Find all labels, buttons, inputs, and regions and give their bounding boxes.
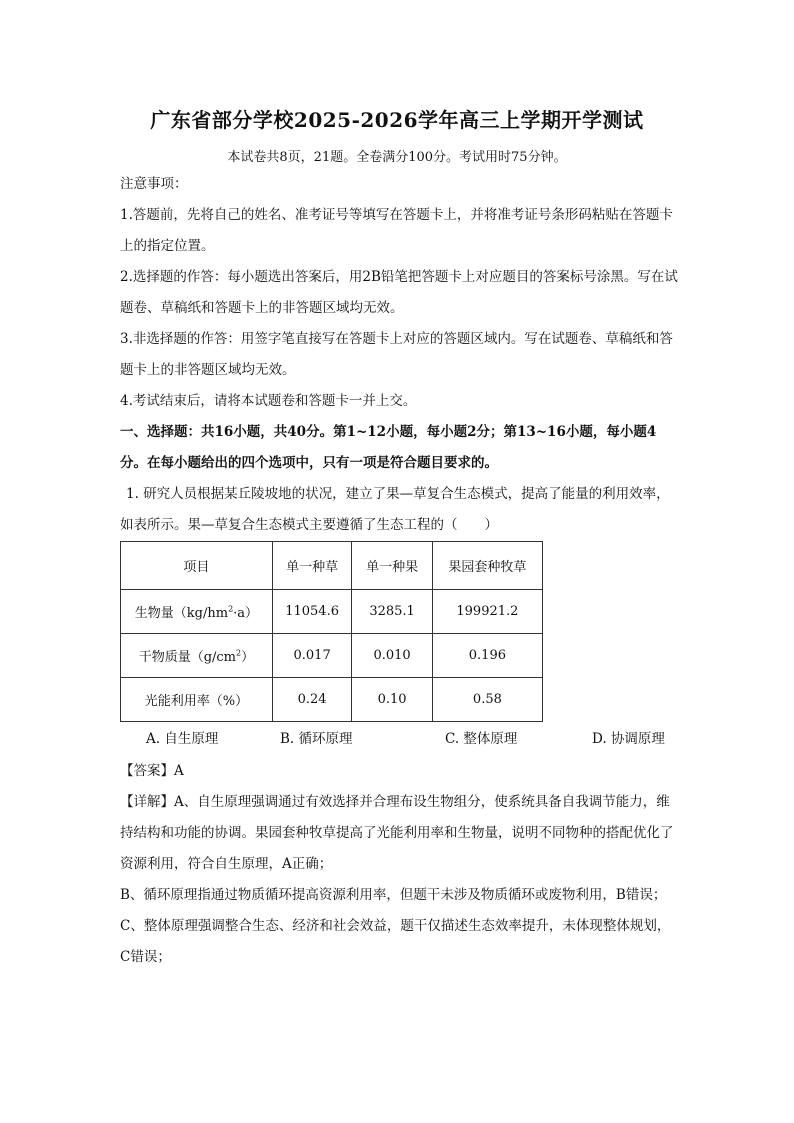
row-label: 生物量$(kg/hm^2\cdot a)$ bbox=[121, 590, 273, 634]
notice-item-2: 2.选择题的作答：每小题选出答案后，用2B铅笔把答题卡上对应题目的答案标号涂黑。写在试题卷、草稿纸和答题卡上的非答题区域均无效。 bbox=[120, 269, 678, 316]
table-header-cell: 单一种果 bbox=[352, 542, 432, 590]
answer-options bbox=[120, 727, 680, 755]
table-cell: 0.010 bbox=[352, 634, 432, 678]
table-cell: 3285.1 bbox=[352, 590, 432, 634]
table-header-cell: 果园套种牧草 bbox=[432, 542, 542, 590]
question-1-stem: 1. 研究人员根据某丘陵坡地的状况，建立了果—草复合生态模式，提高了能量的利用效率，如表所示。果—草复合生态模式主要遵循了生态工程的（ ） bbox=[120, 486, 670, 533]
table-header-cell: 项目 bbox=[121, 542, 273, 590]
exam-info: 本试卷共8页，21题。全卷满分100分。考试用时75分钟。 bbox=[227, 150, 567, 165]
table-header-cell: 单一种草 bbox=[272, 542, 352, 590]
section-heading: 一、选择题：共16小题，共40分。第1~12小题，每小题2分；第13~16小题，每小题4分。在每小题给出的四个选项中，只有一项是符合题目要求的。 bbox=[120, 424, 657, 471]
table-cell: 0.10 bbox=[352, 678, 432, 722]
notice-section bbox=[120, 169, 680, 541]
notice-heading: 注意事项： bbox=[120, 176, 188, 192]
notice-item-4: 4.考试结束后，请将本试题卷和答题卡一并上交。 bbox=[120, 393, 417, 409]
row-label: 干物质量$(g/cm^2)$ bbox=[121, 634, 273, 678]
answer-line: 【答案】A bbox=[120, 763, 184, 779]
table-cell: 0.196 bbox=[432, 634, 542, 678]
table-cell: 0.58 bbox=[432, 678, 542, 722]
notice-item-3: 3.非选择题的作答：用签字笔直接写在答题卡上对应的答题区域内。写在试题卷、草稿纸和答题卡上的非答题区域均无效。 bbox=[120, 331, 673, 378]
explanation-a: 【详解】A、自生原理强调通过有效选择并合理布设生物组分，使系统具备自我调节能力，维持结构和功能的协调。果园套种牧草提高了光能利用率和生物量，说明不同物种的搭配优化了资源利用，符合自生原理，A正确； bbox=[120, 794, 674, 872]
table-cell: 199921.2 bbox=[432, 590, 542, 634]
table-cell: 11054.6 bbox=[272, 590, 352, 634]
option-c: C. 整体原理 bbox=[445, 731, 518, 747]
table-cell: 0.24 bbox=[272, 678, 352, 722]
data-table bbox=[120, 541, 543, 722]
option-d: D. 协调原理 bbox=[592, 731, 665, 747]
table-row bbox=[121, 634, 543, 678]
option-a: A. 自生原理 bbox=[146, 731, 219, 747]
notice-item-1: 1.答题前，先将自己的姓名、准考证号等填写在答题卡上，并将准考证号条形码粘贴在答题卡上的指定位置。 bbox=[120, 207, 673, 254]
option-b: B. 循环原理 bbox=[280, 731, 353, 747]
row-label: 光能利用率（%） bbox=[121, 678, 273, 722]
table-cell: 0.017 bbox=[272, 634, 352, 678]
table-header-row bbox=[121, 542, 543, 590]
explanation-c: C、整体原理强调整合生态、经济和社会效益，题干仅描述生态效率提升，未体现整体规划，C错误； bbox=[120, 918, 671, 965]
answer-section bbox=[120, 756, 680, 973]
table-row bbox=[121, 590, 543, 634]
page-title: 广东省部分学校2025-2026学年高三上学期开学测试 bbox=[150, 108, 644, 132]
explanation-b: B、循环原理指通过物质循环提高资源利用率，但题干未涉及物质循环或废物利用，B错误； bbox=[120, 887, 667, 903]
table-row bbox=[121, 678, 543, 722]
